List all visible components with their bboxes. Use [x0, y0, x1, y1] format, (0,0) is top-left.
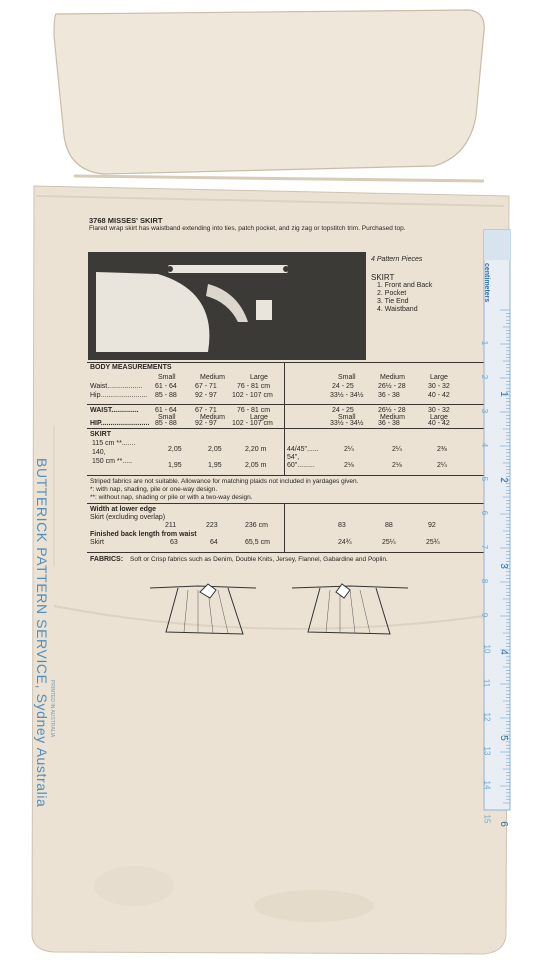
- length-value: 65,5 cm: [245, 539, 270, 546]
- size-heading: Small: [158, 374, 176, 381]
- waist-value: 76 - 81 cm: [237, 407, 271, 414]
- size-heading: Large: [430, 414, 448, 421]
- length-value: 63: [170, 539, 178, 546]
- size-heading: Medium: [200, 414, 225, 421]
- ruler-cm-number: 8: [480, 578, 490, 584]
- ruler-unit-label: centimeters: [483, 263, 490, 303]
- piece-item: 2. Pocket: [377, 290, 407, 297]
- printed-note: PRINTED IN AUSTRALIA: [49, 680, 55, 738]
- ruler-cm-number: 12: [482, 712, 492, 722]
- skirt-back-drawing: [290, 576, 410, 636]
- fabrics-label: FABRICS:: [90, 556, 124, 563]
- piece-item: 3. Tie End: [377, 298, 409, 305]
- size-heading: Small: [158, 414, 176, 421]
- hip-value-in: 40 - 42: [428, 420, 450, 427]
- yardage-value-in: 2⅛: [392, 462, 402, 469]
- waist-value: 67 - 71: [195, 383, 217, 390]
- table-divider: [284, 503, 285, 552]
- table-rule: [87, 404, 484, 405]
- waist-value-in: 24 - 25: [332, 383, 354, 390]
- size-heading: Large: [430, 374, 448, 381]
- yardage-value-in: 2¼: [392, 446, 402, 453]
- piece-item: 1. Front and Back: [377, 282, 433, 289]
- ruler-cm-number: 1: [480, 340, 490, 346]
- hip-value: 85 - 88: [155, 420, 177, 427]
- hip-label: Hip........................: [90, 392, 148, 399]
- pattern-pieces-photo: [88, 252, 366, 360]
- ruler-inch-number: 1: [497, 391, 509, 397]
- hip-value-in: 36 - 38: [378, 420, 400, 427]
- ruler-cm-number: 2: [480, 374, 490, 380]
- waist-label: Waist..................: [90, 383, 143, 390]
- ruler-cm-number: 4: [480, 442, 490, 448]
- ruler-inch-number: 6: [497, 821, 509, 827]
- width-value-in: 88: [385, 522, 393, 529]
- yardage-label-in: 54",: [287, 454, 300, 461]
- hip-value: 102 - 107 cm: [232, 420, 273, 427]
- ruler-cm-number: 14: [482, 780, 492, 790]
- length-label: Skirt: [90, 539, 104, 546]
- table-rule: [87, 428, 484, 429]
- hip-value-in: 33½ - 34½: [330, 392, 364, 399]
- length-value-in: 25¼: [382, 539, 396, 546]
- size-heading: Small: [338, 374, 356, 381]
- table-rule: [87, 552, 484, 553]
- yardage-value: 1,95: [168, 462, 182, 469]
- hip-value: 85 - 88: [155, 392, 177, 399]
- waist-value-in: 26½ - 28: [378, 407, 406, 414]
- ruler-cm-number: 13: [482, 746, 492, 756]
- measuring-ruler: [482, 230, 512, 810]
- yardage-value: 2,05: [168, 446, 182, 453]
- waist-row-label: WAIST..............: [90, 407, 139, 414]
- table-rule: [87, 475, 484, 476]
- waist-value-in: 30 - 32: [428, 383, 450, 390]
- size-heading: Medium: [380, 414, 405, 421]
- ruler-cm-number: 7: [480, 544, 490, 550]
- yardage-value-in: 2¼: [437, 462, 447, 469]
- yardage-label: 140,: [92, 449, 106, 456]
- pattern-description: Flared wrap skirt has waistband extending into ties, patch pocket, and zig zag or topstitch trim. Purchased top.: [89, 225, 406, 232]
- hip-row-label: HIP.........................: [90, 420, 150, 427]
- ruler-cm-number: 11: [482, 678, 492, 688]
- yardage-value-in: 2⅛: [344, 462, 354, 469]
- ruler-inch-number: 2: [497, 477, 509, 483]
- length-value: 64: [210, 539, 218, 546]
- piece-item: 4. Waistband: [377, 306, 418, 313]
- waist-value: 76 - 81 cm: [237, 383, 271, 390]
- waist-value-in: 26½ - 28: [378, 383, 406, 390]
- table-rule: [87, 362, 484, 363]
- yardage-value: 2,05: [208, 446, 222, 453]
- hip-value: 92 - 97: [195, 392, 217, 399]
- length-value-in: 24¾: [338, 539, 352, 546]
- hip-value-in: 40 - 42: [428, 392, 450, 399]
- size-heading: Large: [250, 374, 268, 381]
- yardage-label: 115 cm **.......: [92, 440, 136, 447]
- yardage-value-in: 2⅜: [437, 446, 447, 453]
- width-label: Skirt (excluding overlap): [90, 514, 166, 521]
- width-value: 223: [206, 522, 218, 529]
- skirt-front-drawing: [148, 576, 258, 636]
- ruler-cm-number: 3: [480, 408, 490, 414]
- legend-with-nap: *: with nap, shading, pile or one-way design.: [90, 486, 218, 493]
- waist-value: 67 - 71: [195, 407, 217, 414]
- waist-value-in: 30 - 32: [428, 407, 450, 414]
- hip-value-in: 36 - 38: [378, 392, 400, 399]
- width-value: 211: [165, 522, 177, 529]
- table-divider: [284, 362, 285, 428]
- ruler-cm-number: 6: [480, 510, 490, 516]
- waist-value: 61 - 64: [155, 383, 177, 390]
- pieces-count: 4 Pattern Pieces: [371, 256, 423, 263]
- pattern-pieces-list: [371, 256, 432, 314]
- table-divider: [284, 428, 285, 475]
- pattern-pieces-illustration: [88, 252, 366, 360]
- ruler-cm-number: 5: [480, 476, 490, 482]
- length-value-in: 25¾: [426, 539, 440, 546]
- ruler-inch-number: 3: [497, 563, 509, 569]
- yardage-value: 2,05 m: [245, 462, 267, 469]
- hip-value: 102 - 107 cm: [232, 392, 273, 399]
- yardage-label-in: 60".........: [287, 462, 315, 469]
- size-heading: Small: [338, 414, 356, 421]
- ruler-cm-number: 15: [482, 814, 492, 824]
- fabrics-text: Soft or Crisp fabrics such as Denim, Double Knits, Jersey, Flannel, Gabardine and Poplin.: [130, 556, 388, 563]
- yardage-note: Striped fabrics are not suitable. Allowance for matching plaids not included in yardages given.: [90, 478, 359, 485]
- ruler-inch-number: 5: [497, 735, 509, 741]
- pieces-group: SKIRT: [371, 273, 395, 282]
- publisher-stamp: BUTTERICK PATTERN SERVICE, Sydney Australia: [34, 458, 50, 808]
- length-title: Finished back length from waist: [90, 531, 197, 538]
- width-value-in: 92: [428, 522, 436, 529]
- ruler-cm-number: 10: [482, 644, 492, 654]
- width-title: Width at lower edge: [90, 506, 157, 513]
- pattern-title: 3768 MISSES' SKIRT: [89, 216, 163, 225]
- waist-value: 61 - 64: [155, 407, 177, 414]
- body-measurements-title: BODY MEASUREMENTS: [90, 364, 172, 371]
- ruler-cm-number: 9: [480, 612, 490, 618]
- legend-without-nap: **: without nap, shading or pile or with a two-way design.: [90, 494, 253, 501]
- hip-value: 92 - 97: [195, 420, 217, 427]
- width-value-in: 83: [338, 522, 346, 529]
- yardage-title: SKIRT: [90, 431, 111, 438]
- ruler-inch-number: 4: [497, 649, 509, 655]
- waist-value-in: 24 - 25: [332, 407, 354, 414]
- table-rule: [87, 503, 484, 504]
- yardage-value: 2,20 m: [245, 446, 267, 453]
- yardage-value: 1,95: [208, 462, 222, 469]
- size-heading: Medium: [380, 374, 405, 381]
- size-heading: Medium: [200, 374, 225, 381]
- yardage-value-in: 2¼: [344, 446, 354, 453]
- yardage-label: 150 cm **.....: [92, 458, 133, 465]
- hip-value-in: 33½ - 34½: [330, 420, 364, 427]
- width-value: 236 cm: [245, 522, 268, 529]
- yardage-label-in: 44/45"......: [287, 446, 319, 453]
- size-heading: Large: [250, 414, 268, 421]
